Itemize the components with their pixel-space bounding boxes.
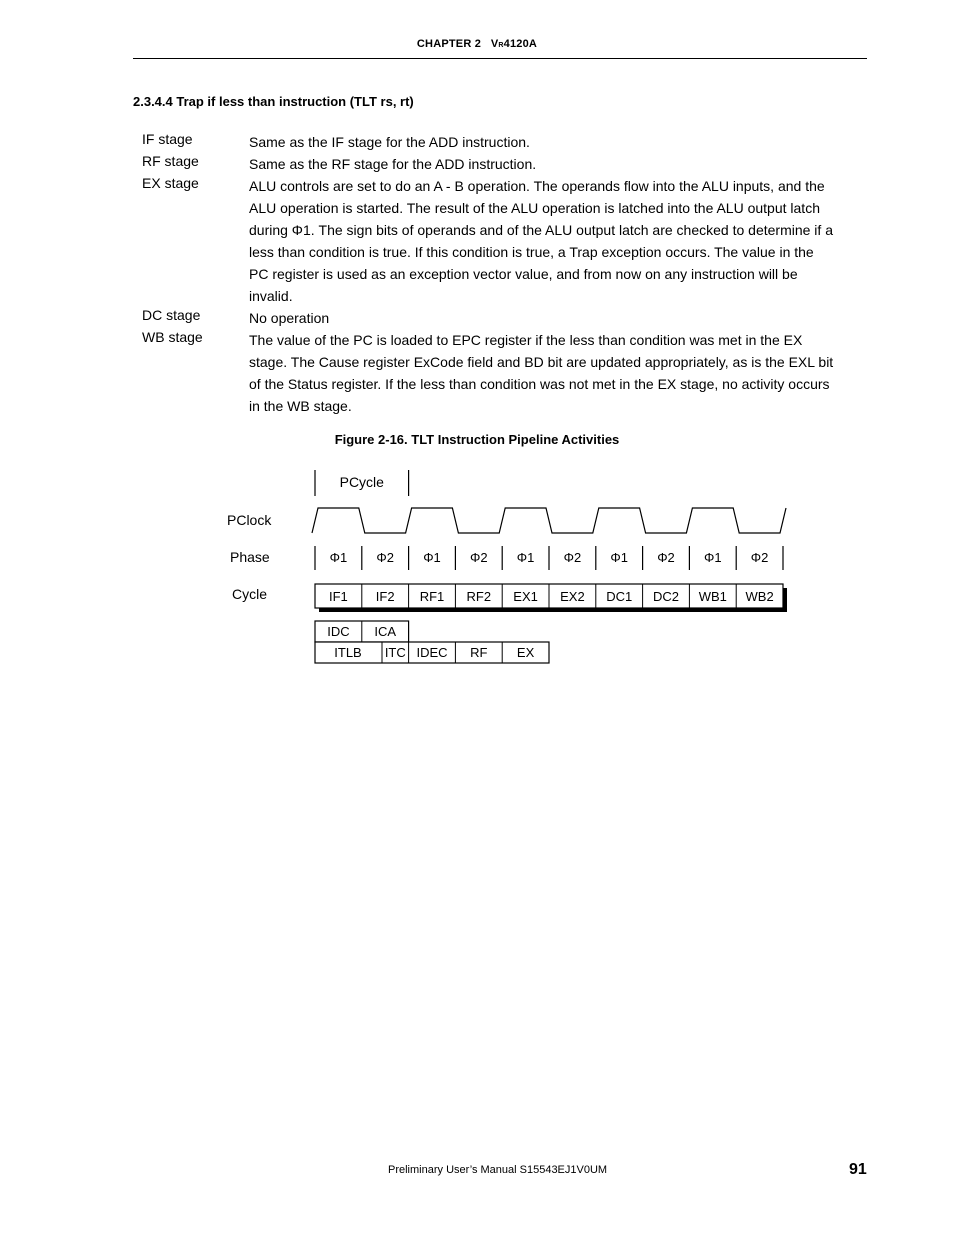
pipeline-diagram xyxy=(300,460,800,670)
phase-1: Φ1 xyxy=(329,550,348,565)
running-header xyxy=(0,38,954,50)
footer-manual: Preliminary User’s Manual S15543EJ1V0UM xyxy=(388,1164,608,1176)
phase-3: Φ1 xyxy=(423,550,441,565)
stage-label: WB stage xyxy=(142,329,203,345)
stage-description xyxy=(249,175,844,307)
stage-description-line: during Φ1. The sign bits of operands and of the ALU output latch are checked to determine if a xyxy=(249,222,833,238)
figure-caption: Figure 2-16. TLT Instruction Pipeline Activities xyxy=(334,432,620,447)
cycle-if1: IF1 xyxy=(329,589,348,604)
phase-7: Φ1 xyxy=(610,550,629,565)
pclock-label: PClock xyxy=(227,512,272,528)
chip-r: R xyxy=(498,42,504,49)
stage-description-line: ALU controls are set to do an A - B operation. The operands flow into the ALU inputs, and the xyxy=(249,178,825,194)
chip-v: V xyxy=(490,38,499,50)
activity-ica: ICA xyxy=(374,624,397,639)
stage-label: DC stage xyxy=(142,307,201,323)
cycle-dc2: DC2 xyxy=(652,589,680,604)
stage-description-line: invalid. xyxy=(249,288,293,304)
stage-description-line: PC register is used as an exception vector value, and from now on any instruction will be xyxy=(249,266,798,282)
stage-description-line: in the WB stage. xyxy=(249,398,352,414)
stage-description xyxy=(249,329,844,417)
activity-idec: IDEC xyxy=(416,645,448,660)
page-number: 91 xyxy=(849,1161,867,1178)
stage-description-line: Same as the RF stage for the ADD instruction. xyxy=(249,156,537,172)
cycle-rf2: RF2 xyxy=(466,589,492,604)
stage-description-line: stage. The Cause register ExCode field and BD bit are updated appropriately, as is the EXL bit xyxy=(249,354,834,370)
activity-rf: RF xyxy=(470,645,488,660)
stage-description xyxy=(249,307,844,329)
chip-model: 4120A xyxy=(503,38,538,50)
cycle-if2: IF2 xyxy=(375,589,395,604)
activity-itlb: ITLB xyxy=(334,645,362,660)
stage-label: IF stage xyxy=(142,131,193,147)
header-rule xyxy=(133,58,867,59)
pcycle-label: PCycle xyxy=(339,474,384,490)
chapter-label: CHAPTER 2 xyxy=(416,38,482,50)
phase-8: Φ2 xyxy=(657,550,675,565)
cycle-wb1: WB1 xyxy=(698,589,727,604)
cycle-ex2: EX2 xyxy=(560,589,585,604)
activity-itc: ITC xyxy=(384,645,406,660)
pclock-waveform xyxy=(312,508,786,533)
activity-idc: IDC xyxy=(327,624,350,639)
stage-description-line: of the Status register. If the less than condition was not met in the EX stage, no activity occurs xyxy=(249,376,830,392)
stage-label: EX stage xyxy=(142,175,199,191)
cycle-rf1: RF1 xyxy=(419,589,445,604)
stage-label: RF stage xyxy=(142,153,199,169)
phase-6: Φ2 xyxy=(563,550,582,565)
phase-2: Φ2 xyxy=(376,550,395,565)
phase-4: Φ2 xyxy=(469,550,488,565)
cycle-label: Cycle xyxy=(232,586,268,602)
cycle-wb2: WB2 xyxy=(745,589,774,604)
cycle-dc1: DC1 xyxy=(606,589,633,604)
phase-9: Φ1 xyxy=(703,550,722,565)
phase-label: Phase xyxy=(230,549,270,565)
stage-description-line: Same as the IF stage for the ADD instruction. xyxy=(249,134,530,150)
stage-description-line: less than condition is true. If this condition is true, a Trap exception occurs. The value in the xyxy=(249,244,814,260)
cycle-ex1: EX1 xyxy=(513,589,538,604)
phase-5: Φ1 xyxy=(516,550,535,565)
section-title: 2.3.4.4 Trap if less than instruction (TLT rs, rt) xyxy=(133,94,414,109)
phase-10: Φ2 xyxy=(750,550,769,565)
stage-description-line: The value of the PC is loaded to EPC register if the less than condition was met in the EX xyxy=(249,332,803,348)
stage-description xyxy=(249,131,844,153)
stage-description-line: No operation xyxy=(249,310,330,326)
activity-ex: EX xyxy=(516,645,535,660)
stage-description xyxy=(249,153,844,175)
stage-description-line: ALU operation is started. The result of the ALU operation is latched into the ALU output latch xyxy=(249,200,820,216)
